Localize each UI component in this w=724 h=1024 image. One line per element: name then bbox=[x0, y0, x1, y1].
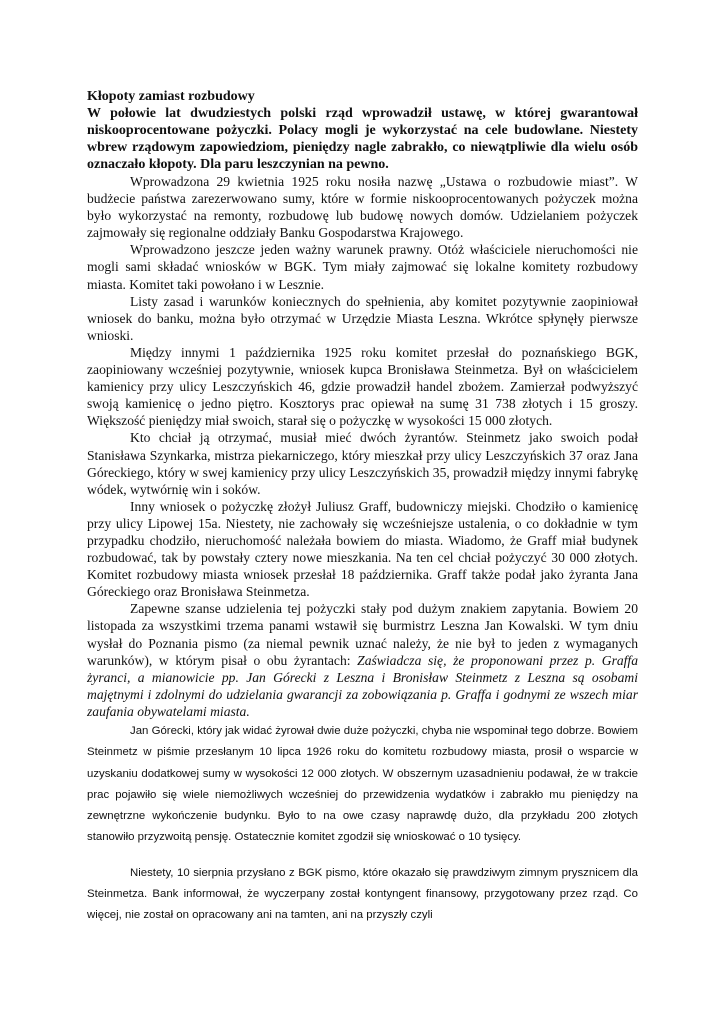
paragraph-5: Kto chciał ją otrzymać, musiał mieć dwóch żyrantów. Steinmetz jako swoich podał Stanisława Szynkarka, mistrza piekarniczego, który mieszkał przy ulicy Leszczyńskich 37 oraz Jana Góreckiego, który w swej kamienicy przy ulicy Leszczyńskich 35, prowadził między innymi fabrykę wódek, wytwórnię win i soków. bbox=[87, 430, 638, 497]
paragraph-7 bbox=[87, 600, 638, 720]
paragraph-6: Inny wniosek o pożyczkę złożył Juliusz Graff, budowniczy miejski. Chodziło o kamienicę przy ulicy Lipowej 15a. Niestety, nie zachowały się wcześniejsze ustalenia, o co dokładnie w tym przypadku chodziło, nieruchomość należała bowiem do miasta. Wiadomo, że Graff miał budynek rozbudować, tak by powstały cztery nowe mieszkania. Na ten cel chciał pożyczyć 30 000 złotych. Komitet rozbudowy miasta wniosek przesłał 18 października. Graff także podał jako żyranta Jana Góreckiego oraz Bronisława Steinmetza. bbox=[87, 498, 638, 600]
paragraph-3: Listy zasad i warunków koniecznych do spełnienia, aby komitet pozytywnie zaopiniował wniosek do banku, można było otrzymać w Urzędzie Miasta Leszna. Wkrótce spłynęły pierwsze wnioski. bbox=[87, 293, 638, 343]
paragraph-2: Wprowadzono jeszcze jeden ważny warunek prawny. Otóż właściciele nieruchomości nie mogli sami składać wniosków w BGK. Tym miały zajmować się lokalne komitety rozbudowy miasta. Komitet taki powołano i w Lesznie. bbox=[87, 242, 638, 292]
paragraph-9: Niestety, 10 sierpnia przysłano z BGK pismo, które okazało się prawdziwym zimnym prysznicem dla Steinmetza. Bank informował, że wyczerpany został kontyngent finansowy, przygotowany przez rząd. Co więcej, nie został on opracowany ani na tamten, ani na przyszły czyli bbox=[87, 866, 638, 922]
paragraph-8: Jan Górecki, który jak widać żyrował dwie duże pożyczki, chyba nie wspominał tego dobrze. Bowiem Steinmetz w piśmie przesłanym 10 lipca 1926 roku do komitetu rozbudowy miasta, prosił o wsparcie w uzyskaniu dodatkowej sumy w wysokości 12 000 złotych. W obszernym uzasadnieniu podawał, że w trakcie prac pojawiło się wiele niemożliwych wcześniej do przewidzenia wydatków i zabrakło mu pieniędzy na zewnętrzne wykończenie budynku. Było to na owe czasy naprawdę dużo, dla przykładu 200 złotych stanowiło przyzwoitą pensję. Ostatecznie komitet zgodził się wnioskować o 10 tysięcy. bbox=[87, 725, 638, 844]
paragraph-4: Między innymi 1 października 1925 roku komitet przesłał do poznańskiego BGK, zaopiniowany wcześniej pozytywnie, wniosek kupca Bronisława Steinmetza. Był on właścicielem kamienicy przy ulicy Leszczyńskich 46, gdzie prowadził handel zbożem. Zamierzał podwyższyć swoją kamienicę o jedno piętro. Kosztorys prac opiewał na sumę 31 738 złotych i 15 groszy. Większość pieniędzy miał swoich, starał się o pożyczkę w wysokości 15 000 złotych. bbox=[87, 344, 638, 429]
article-lead: W połowie lat dwudziestych polski rząd wprowadził ustawę, w której gwarantował niskooprocentowane pożyczki. Polacy mogli je wykorzystać na cele budowlane. Niestety wbrew rządowym zapowiedziom, pieniędzy nagle zabrakło, co niewątpliwie dla wielu osób oznaczało kłopoty. Dla paru leszczynian na pewno. bbox=[87, 106, 638, 172]
article-title: Kłopoty zamiast rozbudowy bbox=[87, 89, 255, 104]
article bbox=[87, 88, 638, 927]
paragraph-7-text: Zapewne szanse udzielenia tej pożyczki stały pod dużym znakiem zapytania. Bowiem 20 listopada za wszystkimi trzema panami wstawił się burmistrz Leszna Jan Kowalski. W tym dniu wysłał do Poznania pismo (za niemal pewnik uznać należy, że nie był to jeden z wymaganych warunków), w którym pisał o obu żyrantach: bbox=[87, 601, 638, 668]
mayor-quote: Zaświadcza się, że proponowani przez p. Graffa żyranci, a mianowicie pp. Jan Górecki z Leszna i Bronisław Steinmetz z Leszna są osobami majętnymi i zdolnymi do udzielania gwarancji za zobowiązania p. Graffa i godnymi ze wszech miar zaufania obywatelami miasta. bbox=[87, 652, 639, 719]
paragraph-1: Wprowadzona 29 kwietnia 1925 roku nosiła nazwę „Ustawa o rozbudowie miast”. W budżecie państwa zarezerwowano sumy, które w formie niskooprocentowanych pożyczek można było wykorzystać na remonty, rozbudowę lub budowę nowych domów. Udzielaniem pożyczek zajmowały się regionalne oddziały Banku Gospodarstwa Krajowego. bbox=[87, 174, 638, 241]
